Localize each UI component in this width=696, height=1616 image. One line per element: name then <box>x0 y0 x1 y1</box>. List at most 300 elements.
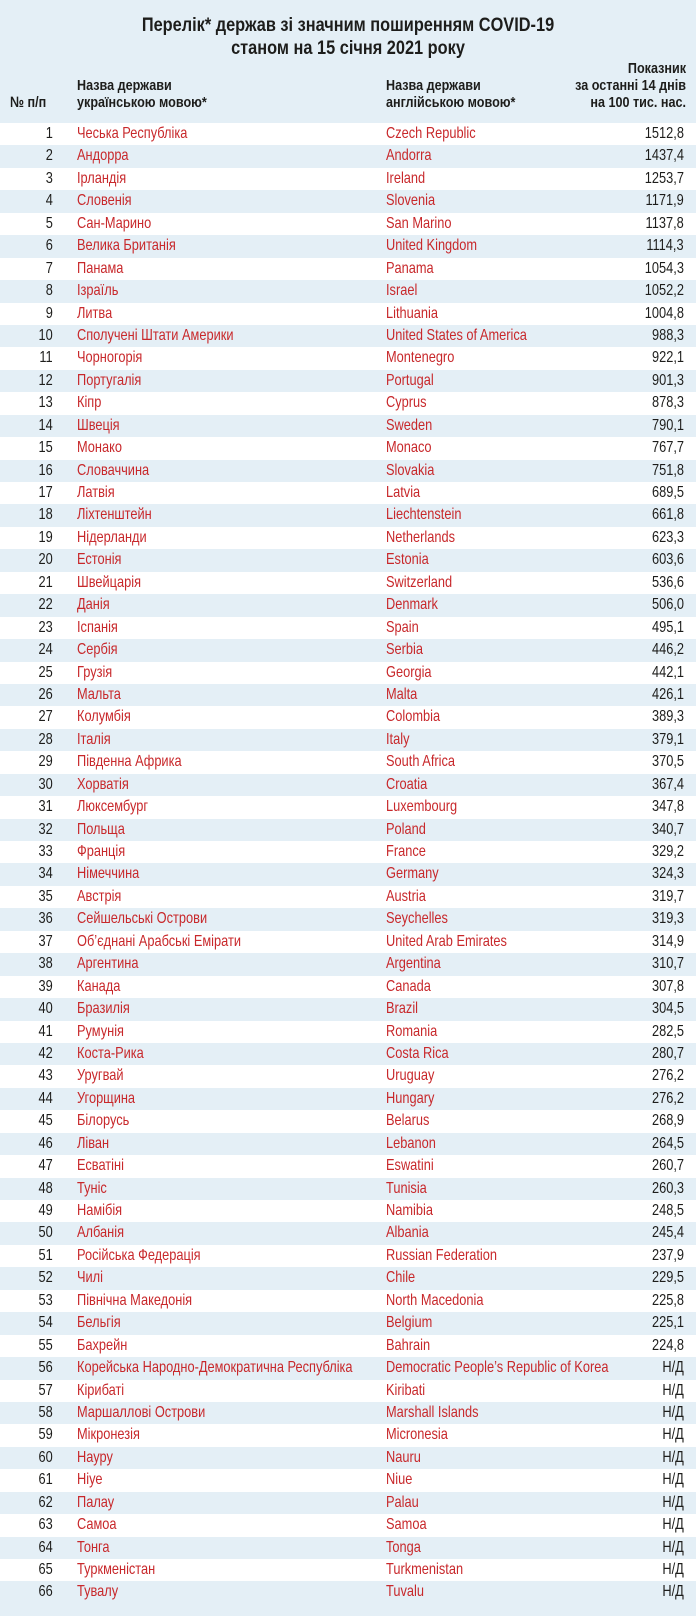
row-number: 19 <box>38 528 53 546</box>
country-name-english: Latvia <box>386 484 421 501</box>
header-english-name <box>386 77 515 111</box>
table-row <box>0 1581 696 1603</box>
incidence-value: 689,5 <box>651 484 684 501</box>
row-number: 6 <box>45 237 53 255</box>
incidence-value: Н/Д <box>662 1538 684 1556</box>
row-number: 55 <box>38 1336 53 1354</box>
country-name-english: Tuvalu <box>386 1583 424 1601</box>
incidence-value: 264,5 <box>651 1134 684 1152</box>
table-row <box>0 549 696 571</box>
row-number: 20 <box>38 551 53 569</box>
country-name-english: Chile <box>386 1269 416 1287</box>
table-row <box>0 123 696 145</box>
country-name-ukrainian: Ліван <box>77 1134 110 1152</box>
country-name-ukrainian: Хорватія <box>77 775 129 793</box>
incidence-value: 225,1 <box>651 1314 684 1332</box>
country-name-ukrainian: Нідерланди <box>77 528 147 546</box>
incidence-value: 314,9 <box>651 932 684 950</box>
row-number: 10 <box>38 326 53 344</box>
country-name-english: Denmark <box>386 596 438 614</box>
table-row <box>0 863 696 885</box>
country-name-ukrainian: Об’єднані Арабські Емірати <box>77 932 241 950</box>
country-name-english: Micronesia <box>386 1426 448 1444</box>
incidence-value: 506,0 <box>651 596 684 614</box>
table-row <box>0 841 696 863</box>
country-name-english: Lithuania <box>386 304 438 322</box>
country-name-english: Seychelles <box>386 910 448 928</box>
country-name-english: United Arab Emirates <box>386 932 507 950</box>
country-name-english: Monaco <box>386 439 432 457</box>
table-row <box>0 392 696 414</box>
incidence-value: Н/Д <box>662 1426 684 1444</box>
incidence-value: 280,7 <box>651 1044 684 1062</box>
incidence-value: 1054,3 <box>644 259 684 277</box>
incidence-value: 1137,8 <box>645 214 684 232</box>
incidence-value: 901,3 <box>651 371 684 389</box>
country-name-english: Turkmenistan <box>386 1561 464 1578</box>
incidence-value: 442,1 <box>651 663 684 681</box>
incidence-value: 282,5 <box>651 1022 684 1040</box>
country-name-english: Democratic People’s Republic of Korea <box>386 1359 609 1377</box>
table-row <box>0 1312 696 1334</box>
country-name-english: Cyprus <box>386 394 427 412</box>
table-row <box>0 325 696 347</box>
incidence-value: 988,3 <box>651 326 684 344</box>
page-title <box>49 0 648 59</box>
table-row <box>0 1021 696 1043</box>
incidence-value: 446,2 <box>651 641 684 659</box>
country-name-ukrainian: Італія <box>77 730 111 748</box>
country-name-english: Bahrain <box>386 1336 431 1354</box>
incidence-value: 603,6 <box>651 551 684 569</box>
country-name-english: Andorra <box>386 147 432 165</box>
country-name-ukrainian: Сербія <box>77 641 118 659</box>
country-name-ukrainian: Кіпр <box>77 394 102 412</box>
country-name-english: South Africa <box>386 753 456 771</box>
incidence-value: 304,5 <box>651 1000 684 1018</box>
row-number: 16 <box>38 461 53 479</box>
country-name-ukrainian: Іспанія <box>77 618 118 636</box>
country-name-ukrainian: Литва <box>77 304 113 322</box>
table-row <box>0 819 696 841</box>
incidence-value: 367,4 <box>651 775 684 793</box>
row-number: 60 <box>38 1448 53 1466</box>
row-number: 17 <box>38 484 53 501</box>
row-number: 38 <box>38 955 53 973</box>
country-name-english: Montenegro <box>386 349 455 367</box>
incidence-value: 1437,4 <box>644 147 684 165</box>
table-row <box>0 370 696 392</box>
country-name-ukrainian: Ірландія <box>77 169 127 187</box>
row-number: 42 <box>38 1044 53 1062</box>
row-number: 30 <box>38 775 53 793</box>
table-row <box>0 639 696 661</box>
table-row <box>0 953 696 975</box>
incidence-value: 307,8 <box>651 977 684 995</box>
country-name-english: Marshall Islands <box>386 1403 479 1421</box>
incidence-value: 1052,2 <box>644 282 684 300</box>
row-number: 32 <box>38 820 53 838</box>
incidence-value: 1114,3 <box>646 237 684 255</box>
incidence-value: Н/Д <box>662 1359 684 1377</box>
table-row <box>0 729 696 751</box>
row-number: 50 <box>38 1224 53 1242</box>
table-row <box>0 482 696 504</box>
header-indicator-line-2: за останні 14 днів <box>575 77 686 94</box>
country-name-english: Brazil <box>386 1000 419 1018</box>
country-name-ukrainian: Сейшельські Острови <box>77 910 208 928</box>
country-name-ukrainian: Угорщина <box>77 1089 136 1107</box>
country-name-english: Estonia <box>386 551 429 569</box>
row-number: 44 <box>38 1089 53 1107</box>
country-name-ukrainian: Ліхтенштейн <box>77 506 152 524</box>
row-number: 62 <box>38 1493 53 1511</box>
table-row <box>0 1110 696 1132</box>
country-name-english: Luxembourg <box>386 798 458 816</box>
country-name-english: Kiribati <box>386 1381 426 1399</box>
table-row <box>0 1537 696 1559</box>
country-name-ukrainian: Палау <box>77 1493 115 1511</box>
country-name-ukrainian: Велика Британія <box>77 237 176 255</box>
country-name-ukrainian: Швейцарія <box>77 573 141 591</box>
country-name-english: Italy <box>386 730 410 748</box>
country-name-ukrainian: Мальта <box>77 685 121 703</box>
country-name-ukrainian: Аргентина <box>77 955 139 973</box>
incidence-value: 224,8 <box>651 1336 684 1354</box>
country-name-english: Ireland <box>386 169 426 187</box>
incidence-value: 623,3 <box>651 528 684 546</box>
table-row <box>0 886 696 908</box>
row-number: 36 <box>38 910 53 928</box>
incidence-value: 1171,9 <box>645 192 684 210</box>
table-row <box>0 684 696 706</box>
row-number: 2 <box>45 147 53 165</box>
row-number: 52 <box>38 1269 53 1287</box>
country-name-english: Lebanon <box>386 1134 436 1152</box>
header-ukrainian-line-1: Назва держави <box>77 77 172 94</box>
table-row <box>0 527 696 549</box>
incidence-value: 1253,7 <box>644 169 684 187</box>
row-number: 66 <box>38 1583 53 1601</box>
incidence-value: 751,8 <box>651 461 684 479</box>
row-number: 63 <box>38 1516 53 1534</box>
country-name-ukrainian: Російська Федерація <box>77 1246 201 1264</box>
incidence-value: 347,8 <box>651 798 684 816</box>
title-line-1: Перелік* держав зі значним поширенням COVID-19 <box>141 15 555 36</box>
row-number: 34 <box>38 865 53 883</box>
country-name-ukrainian: Бельгія <box>77 1314 121 1332</box>
country-name-english: Liechtenstein <box>386 506 462 524</box>
country-name-ukrainian: Австрія <box>77 887 122 905</box>
row-number: 24 <box>38 641 53 659</box>
incidence-value: 495,1 <box>651 618 684 636</box>
row-number: 43 <box>38 1067 53 1085</box>
incidence-value: 661,8 <box>651 506 684 524</box>
country-name-english: Malta <box>386 685 418 703</box>
country-table <box>0 123 696 1604</box>
incidence-value: 245,4 <box>651 1224 684 1242</box>
country-name-english: Slovenia <box>386 192 436 210</box>
country-name-english: Belgium <box>386 1314 433 1332</box>
row-number: 13 <box>38 394 53 412</box>
country-name-english: Germany <box>386 865 439 883</box>
country-name-english: United States of America <box>386 326 527 344</box>
country-name-ukrainian: Словенія <box>77 192 132 210</box>
table-row <box>0 303 696 325</box>
country-name-ukrainian: Андорра <box>77 147 129 165</box>
country-name-ukrainian: Латвія <box>77 484 115 501</box>
country-name-ukrainian: Монако <box>77 439 122 457</box>
incidence-value: Н/Д <box>662 1516 684 1534</box>
table-row <box>0 1133 696 1155</box>
country-name-english: United Kingdom <box>386 237 478 255</box>
row-number: 31 <box>38 798 53 816</box>
country-name-ukrainian: Туніс <box>77 1179 107 1197</box>
incidence-value: 319,3 <box>651 910 684 928</box>
row-number: 59 <box>38 1426 53 1444</box>
row-number: 41 <box>38 1022 53 1040</box>
country-name-ukrainian: Сан-Марино <box>77 214 152 232</box>
country-name-english: Poland <box>386 820 426 838</box>
country-name-english: Tonga <box>386 1538 421 1556</box>
country-name-english: Serbia <box>386 641 423 659</box>
incidence-value: Н/Д <box>662 1381 684 1399</box>
row-number: 4 <box>45 192 53 210</box>
country-name-ukrainian: Словаччина <box>77 461 150 479</box>
row-number: 46 <box>38 1134 53 1152</box>
country-name-ukrainian: Польща <box>77 820 125 838</box>
country-name-ukrainian: Німеччина <box>77 865 140 883</box>
table-row <box>0 437 696 459</box>
country-name-english: Samoa <box>386 1516 427 1534</box>
incidence-value: 276,2 <box>651 1089 684 1107</box>
country-name-english: Israel <box>386 282 418 300</box>
incidence-value: Н/Д <box>662 1561 684 1578</box>
row-number: 33 <box>38 843 53 860</box>
country-name-ukrainian: Південна Африка <box>77 753 182 771</box>
row-number: 27 <box>38 708 53 726</box>
row-number: 26 <box>38 685 53 703</box>
table-row <box>0 1155 696 1177</box>
incidence-value: 324,3 <box>651 865 684 883</box>
row-number: 35 <box>38 887 53 905</box>
country-name-ukrainian: Чорногорія <box>77 349 143 367</box>
table-row <box>0 908 696 930</box>
table-row <box>0 460 696 482</box>
table-row <box>0 235 696 257</box>
incidence-value: 1512,8 <box>644 125 684 142</box>
country-name-ukrainian: Данія <box>77 596 110 614</box>
country-name-ukrainian: Науру <box>77 1448 113 1466</box>
country-name-english: Argentina <box>386 955 441 973</box>
country-name-english: Sweden <box>386 416 433 434</box>
country-name-ukrainian: Португалія <box>77 371 142 389</box>
table-row <box>0 1559 696 1581</box>
country-name-ukrainian: Румунія <box>77 1022 124 1040</box>
country-name-ukrainian: Швеція <box>77 416 120 434</box>
incidence-value: 790,1 <box>651 416 684 434</box>
incidence-value: 878,3 <box>651 394 684 412</box>
incidence-value: 260,3 <box>651 1179 684 1197</box>
country-name-ukrainian: Франція <box>77 843 126 860</box>
incidence-value: Н/Д <box>662 1493 684 1511</box>
row-number: 3 <box>45 169 53 187</box>
country-name-english: Switzerland <box>386 573 453 591</box>
row-number: 18 <box>38 506 53 524</box>
table-row <box>0 145 696 167</box>
country-name-ukrainian: Албанія <box>77 1224 125 1242</box>
country-name-ukrainian: Мікронезія <box>77 1426 140 1444</box>
table-row <box>0 1424 696 1446</box>
country-name-english: Eswatini <box>386 1157 434 1175</box>
table-row <box>0 796 696 818</box>
country-name-ukrainian: Корейська Народно-Демократична Республіка <box>77 1359 353 1377</box>
table-row <box>0 1469 696 1491</box>
country-name-english: Albania <box>386 1224 429 1242</box>
incidence-value: Н/Д <box>662 1583 684 1601</box>
country-name-ukrainian: Бразилія <box>77 1000 130 1018</box>
table-row <box>0 1357 696 1379</box>
table-row <box>0 1065 696 1087</box>
incidence-value: 268,9 <box>651 1112 684 1130</box>
header-english-line-2: англійською мовою* <box>386 94 516 111</box>
country-name-english: Croatia <box>386 775 428 793</box>
incidence-value: 767,7 <box>651 439 684 457</box>
row-number: 28 <box>38 730 53 748</box>
country-name-english: Portugal <box>386 371 434 389</box>
country-name-ukrainian: Сполучені Штати Америки <box>77 326 234 344</box>
table-row <box>0 572 696 594</box>
country-name-english: Georgia <box>386 663 432 681</box>
table-row <box>0 168 696 190</box>
header-ukrainian-line-2: українською мовою* <box>77 94 207 111</box>
table-row <box>0 1088 696 1110</box>
row-number: 25 <box>38 663 53 681</box>
country-name-ukrainian: Туркменістан <box>77 1561 156 1578</box>
incidence-value: 248,5 <box>651 1202 684 1219</box>
table-row <box>0 1267 696 1289</box>
incidence-value: 237,9 <box>651 1246 684 1264</box>
country-name-ukrainian: Есватіні <box>77 1157 124 1175</box>
country-name-english: Panama <box>386 259 434 277</box>
country-name-ukrainian: Коста-Рика <box>77 1044 144 1062</box>
row-number: 39 <box>38 977 53 995</box>
header-indicator-line-1: Показник <box>627 60 686 77</box>
country-name-ukrainian: Чеська Республіка <box>77 125 188 142</box>
country-name-ukrainian: Намібія <box>77 1202 123 1219</box>
country-name-english: Hungary <box>386 1089 435 1107</box>
table-row <box>0 1043 696 1065</box>
country-name-ukrainian: Люксембург <box>77 798 149 816</box>
table-row <box>0 976 696 998</box>
country-name-english: Spain <box>386 618 419 636</box>
country-name-ukrainian: Панама <box>77 259 124 277</box>
table-row <box>0 662 696 684</box>
incidence-value: Н/Д <box>662 1403 684 1421</box>
incidence-value: 329,2 <box>651 843 684 860</box>
row-number: 1 <box>45 125 53 142</box>
row-number: 40 <box>38 1000 53 1018</box>
table-row <box>0 617 696 639</box>
row-number: 64 <box>38 1538 53 1556</box>
table-header <box>0 52 696 123</box>
row-number: 53 <box>38 1291 53 1309</box>
country-name-ukrainian: Північна Македонія <box>77 1291 193 1309</box>
country-name-ukrainian: Канада <box>77 977 121 995</box>
table-row <box>0 706 696 728</box>
incidence-value: Н/Д <box>662 1448 684 1466</box>
country-name-english: France <box>386 843 426 860</box>
country-name-english: San Marino <box>386 214 452 232</box>
table-row <box>0 347 696 369</box>
country-name-ukrainian: Естонія <box>77 551 122 569</box>
row-number: 58 <box>38 1403 53 1421</box>
incidence-value: 370,5 <box>651 753 684 771</box>
country-name-ukrainian: Чилі <box>77 1269 103 1287</box>
table-row <box>0 280 696 302</box>
table-row <box>0 1290 696 1312</box>
country-name-english: Romania <box>386 1022 438 1040</box>
table-row <box>0 1178 696 1200</box>
title-line-2: станом на 15 січня 2021 року <box>231 38 465 59</box>
row-number: 23 <box>38 618 53 636</box>
table-row <box>0 1200 696 1222</box>
row-number: 45 <box>38 1112 53 1130</box>
row-number: 47 <box>38 1157 53 1175</box>
incidence-value: Н/Д <box>662 1471 684 1489</box>
row-number: 7 <box>45 259 53 277</box>
incidence-value: 229,5 <box>651 1269 684 1287</box>
country-name-english: North Macedonia <box>386 1291 484 1309</box>
incidence-value: 260,7 <box>651 1157 684 1175</box>
country-name-english: Namibia <box>386 1202 433 1219</box>
row-number: 54 <box>38 1314 53 1332</box>
incidence-value: 536,6 <box>651 573 684 591</box>
incidence-value: 310,7 <box>651 955 684 973</box>
header-indicator-line-3: на 100 тис. нас. <box>590 94 686 111</box>
incidence-value: 319,7 <box>651 887 684 905</box>
header-english-line-1: Назва держави <box>386 77 481 94</box>
country-name-ukrainian: Маршаллові Острови <box>77 1403 206 1421</box>
row-number: 14 <box>38 416 53 434</box>
incidence-value: 922,1 <box>651 349 684 367</box>
country-name-english: Belarus <box>386 1112 430 1130</box>
country-name-english: Nauru <box>386 1448 421 1466</box>
country-name-ukrainian: Тувалу <box>77 1583 119 1601</box>
country-name-english: Colombia <box>386 708 441 726</box>
table-row <box>0 1335 696 1357</box>
country-name-ukrainian: Уругвай <box>77 1067 124 1085</box>
table-row <box>0 1514 696 1536</box>
country-name-english: Canada <box>386 977 431 995</box>
row-number: 22 <box>38 596 53 614</box>
table-row <box>0 258 696 280</box>
row-number: 9 <box>45 304 53 322</box>
table-row <box>0 1402 696 1424</box>
table-row <box>0 1380 696 1402</box>
incidence-value: 1004,8 <box>644 304 684 322</box>
table-row <box>0 594 696 616</box>
row-number: 5 <box>45 214 53 232</box>
row-number: 12 <box>38 371 53 389</box>
table-row <box>0 1222 696 1244</box>
row-number: 29 <box>38 753 53 771</box>
row-number: 37 <box>38 932 53 950</box>
table-row <box>0 774 696 796</box>
table-row <box>0 1245 696 1267</box>
row-number: 61 <box>38 1471 53 1489</box>
country-name-english: Austria <box>386 887 426 905</box>
